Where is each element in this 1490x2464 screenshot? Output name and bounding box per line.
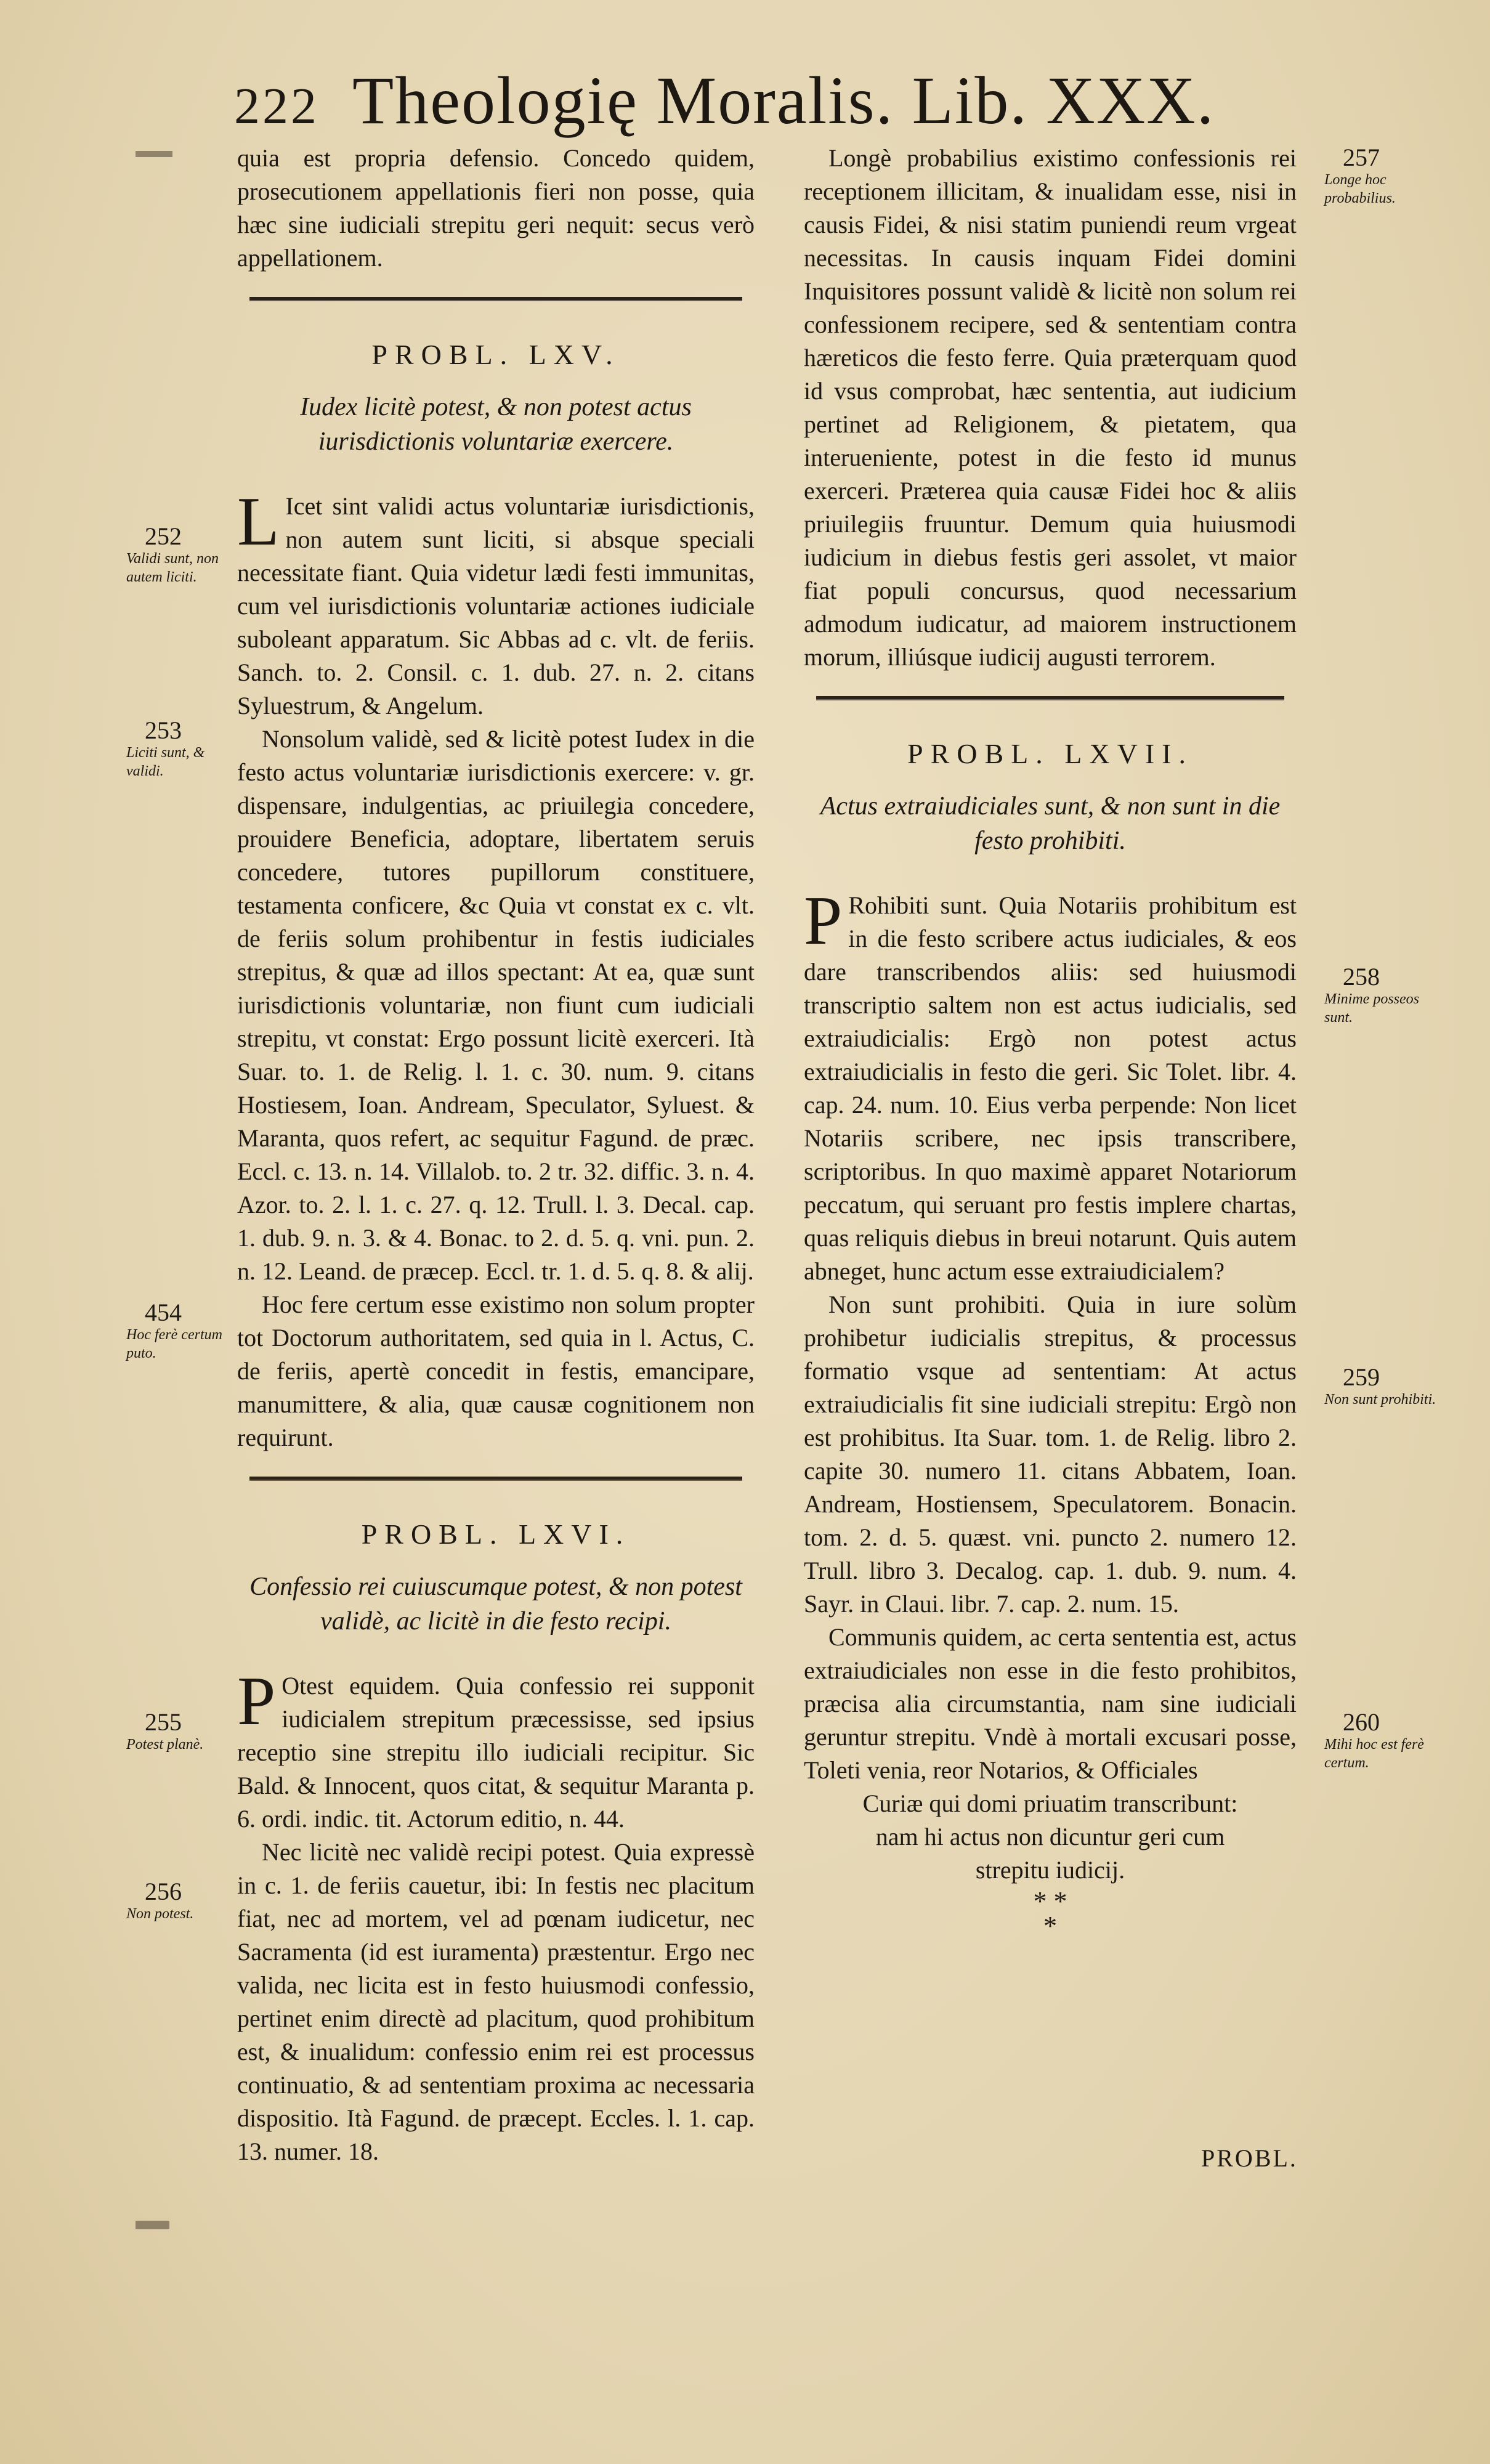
margin-note-258 — [1324, 964, 1441, 1027]
margin-note-label: Validi sunt, non autem liciti. — [126, 551, 219, 585]
margin-note-label: Non potest. — [126, 1906, 194, 1922]
left-column — [237, 142, 755, 2168]
section-subheading-probl-66: Confessio rei cuiuscumque potest, & non potest validè, ac licitè in die festo recipi. — [249, 1573, 742, 1635]
section-rule — [249, 297, 742, 301]
section-heading-probl-65: PROBL. LXV. — [371, 339, 620, 370]
drop-cap: L — [237, 484, 280, 560]
paragraph — [237, 1663, 755, 1836]
margin-note-257 — [1324, 145, 1441, 208]
paragraph — [237, 484, 755, 723]
paragraph-text: Otest equidem. Quia confessio rei supponit iudicialem strepitum præcessisse, sed ipsius receptio sine strepitu illo iudiciali recipitur. Sic Bald. & Innocent, quos citat, & sequitur Maranta p. 6. ordi. indic. tit. Actorum editio, n. 44. — [237, 1672, 755, 1833]
drop-cap: P — [237, 1663, 276, 1740]
margin-note-454 — [126, 1300, 243, 1363]
paragraph: Communis quidem, ac certa sententia est, actus extraiudiciales non esse in die festo prohibitos, præcisa alia circumstantia, nam sine iudiciali geruntur strepitu. Vndè à mortali excusari posse, Toleti venia, reor Notarios, & Officiales — [804, 1623, 1297, 1784]
margin-note-number: 258 — [1343, 963, 1380, 991]
paragraph: Nonsolum validè, sed & licitè potest Iudex in die festo actus voluntariæ iurisdictionis exercere: v. gr. dispensare, indulgentias, ac priuilegia concedere, prouidere Beneficia, adoptare, libertatem seruis concedere, tutores pupillorum constituere, testamenta conficere, &c Quia vt constat ex c. vlt. de feriis solum prohibentur in festis iudiciales strepitus, & quæ ad illos spectant: At ea, quæ sunt iurisdictionis voluntariæ, non fiunt cum iudiciali strepitu, vt constat: Ergo possunt licitè exerceri. Ità Suar. to. 1. de Relig. l. 1. c. 30. num. 9. citans Hostiesem, Ioan. Andream, Speculator, Syluest. & Maranta, quos refert, ac sequitur Fagund. de præc. Eccl. c. 13. n. 14. Villalob. to. 2 tr. 32. diffic. 3. n. 4. Azor. to. 2. l. 1. c. 27. q. 12. Trull. l. 3. Decal. cap. 1. dub. 9. n. 3. & 4. Bonac. to 2. d. 5. q. vni. pun. 2. n. 12. Leand. de præcep. Eccl. tr. 1. d. 5. q. 8. & alij. — [237, 725, 755, 1285]
margin-note-253 — [126, 718, 243, 780]
margin-note-number: 454 — [145, 1299, 182, 1326]
margin-note-label: Minime posseos sunt. — [1324, 991, 1419, 1026]
section-rule — [816, 696, 1284, 700]
page-header — [234, 62, 1215, 140]
running-title: Theologię Moralis. Lib. XXX. — [352, 63, 1215, 138]
margin-note-number: 260 — [1343, 1708, 1380, 1736]
section-subheading-probl-67: Actus extraiudiciales sunt, & non sunt in die festo prohibiti. — [820, 792, 1281, 855]
margin-note-259 — [1324, 1364, 1441, 1409]
section-heading-probl-66: PROBL. LXVI. — [361, 1518, 631, 1550]
paragraph — [804, 883, 1297, 1288]
drop-cap: P — [804, 883, 843, 959]
margin-note-label: Longe hoc probabilius. — [1324, 172, 1396, 206]
paragraph: Non sunt prohibiti. Quia in iure solùm prohibetur iudicialis strepitus, & processus formatio vsque ad sententiam: At actus extraiudicialis fit sine iudiciali strepitu: Ergò non est prohibitus. Ita Suar. tom. 1. de Relig. libro 2. capite 30. numero 11. citans Abbatem, Ioan. Andream, Hostiensem, Speculatorem. Bonacin. tom. 2. d. 5. quæst. vni. puncto 2. numero 12. Trull. libro 3. Decalog. cap. 1. dub. 9. num. 4. Sayr. in Claui. libr. 7. cap. 2. num. 15. — [804, 1291, 1297, 1618]
right-column — [804, 142, 1297, 1939]
margin-note-256 — [126, 1879, 243, 1923]
margin-note-252 — [126, 524, 243, 586]
asterisks-ornament: * * * — [1033, 1886, 1067, 1941]
paragraph: Hoc fere certum esse existimo non solum propter tot Doctorum authoritatem, sed quia in l. Actus, C. de feriis, apertè concedit in festis, emancipare, manumittere, & alia, quæ causæ cognitionem non requirunt. — [237, 1291, 755, 1451]
ink-mark — [136, 151, 172, 157]
margin-note-number: 257 — [1343, 144, 1380, 171]
margin-note-260 — [1324, 1709, 1441, 1772]
margin-note-number: 256 — [145, 1878, 182, 1905]
paragraph: Longè probabilius existimo confessionis rei receptionem illicitam, & inualidam esse, nisi in causis Fidei, & nisi statim puniendi reum vrgeat necessitas. In causis inquam Fidei domini Inquisitores possunt validè & licitè non solum rei confessionem recipere, sed & sententiam contra hæreticos die festo ferre. Quia præterquam quod id vsus comprobat, hæc sententia, aut iudicium pertinet ad Religionem, & pietatem, qua interueniente, potest in die festo id munus exerceri. Præterea quia causæ Fidei hoc & aliis priuilegiis fruuntur. Demum quia huiusmodi iudicium in diebus festis geri assolet, vt maior fiat populi concursus, quod necessarium admodum iudicatur, ad maiorem instructionem morum, illiúsque iudicij augusti terrorem. — [804, 144, 1297, 671]
ink-mark — [136, 2221, 169, 2229]
margin-note-label: Hoc ferè certum puto. — [126, 1327, 222, 1361]
margin-note-label: Liciti sunt, & validi. — [126, 745, 205, 779]
paragraph-intro: quia est propria defensio. Concedo quidem, prosecutionem appellationis fieri non posse, quia hæc sine iudiciali strepitu geri nequit: secus verò appellationem. — [237, 144, 755, 272]
margin-note-255 — [126, 1709, 243, 1754]
margin-note-label: Mihi hoc est ferè certum. — [1324, 1737, 1424, 1771]
page-number: 222 — [234, 78, 319, 135]
paragraph-text: Icet sint validi actus voluntariæ iurisdictionis, non autem sunt liciti, si absque speciali necessitate fiant. Quia videtur lædi festi immunitas, cum vel iurisdictionis voluntariæ actiones iudiciale suboleant apparatum. Sic Abbas ad c. vlt. de feriis. Sanch. to. 2. Consil. c. 1. dub. 27. n. 2. citans Syluestrum, & Angelum. — [237, 492, 755, 719]
section-subheading-probl-65: Iudex licitè potest, & non potest actus iurisdictionis voluntariæ exercere. — [300, 393, 692, 456]
paragraph: Nec licitè nec validè recipi potest. Quia expressè in c. 1. de feriis cauetur, ibi: In festis nec placitum fiat, nec ad mortem, vel ad pœnam iudicetur, nec Sacramenta (id est iuramenta) præstentur. Ergo nec valida, nec licita est in festo huiusmodi confessio, pertinet enim directè ad placitum, quod prohibitum est, & inualidum: confessio enim rei est processus continuatio, & ad sententiam proxima ac necessaria dispositio. Ità Fagund. de præcept. Eccles. l. 1. cap. 13. numer. 18. — [237, 1838, 755, 2165]
catchword: PROBL. — [1201, 2144, 1298, 2172]
margin-note-number: 253 — [145, 716, 182, 744]
section-heading-probl-67: PROBL. LXVII. — [907, 738, 1193, 769]
margin-note-label: Non sunt prohibiti. — [1324, 1392, 1436, 1408]
paragraph-text: Rohibiti sunt. Quia Notariis prohibitum est in die festo scribere actus iudiciales, & eos dare transcribendos aliis: sed huiusmodi transcriptio saltem non est actus iudicialis, sed extraiudicialis: Ergò non potest actus extraiudicialis in festo die geri. Sic Tolet. libr. 4. cap. 24. num. 10. Eius verba perpende: Non licet Notariis scribere, nec ipsis transcribere, scriptoribus. In quo maximè apparet Notariorum peccatum, qui seruant pro festis implere chartas, quas reliquis diebus in breui notarunt. Quis autem abneget, hunc actum esse extraiudicialem? — [804, 891, 1297, 1285]
paragraph-tail: Curiæ qui domi priuatim transcribunt: nam hi actus non dicuntur geri cum strepitu iudicij. — [862, 1789, 1238, 1884]
section-rule — [249, 1477, 742, 1481]
margin-note-number: 255 — [145, 1708, 182, 1736]
margin-note-number: 259 — [1343, 1363, 1380, 1391]
margin-note-label: Potest planè. — [126, 1737, 204, 1753]
margin-note-number: 252 — [145, 522, 182, 550]
